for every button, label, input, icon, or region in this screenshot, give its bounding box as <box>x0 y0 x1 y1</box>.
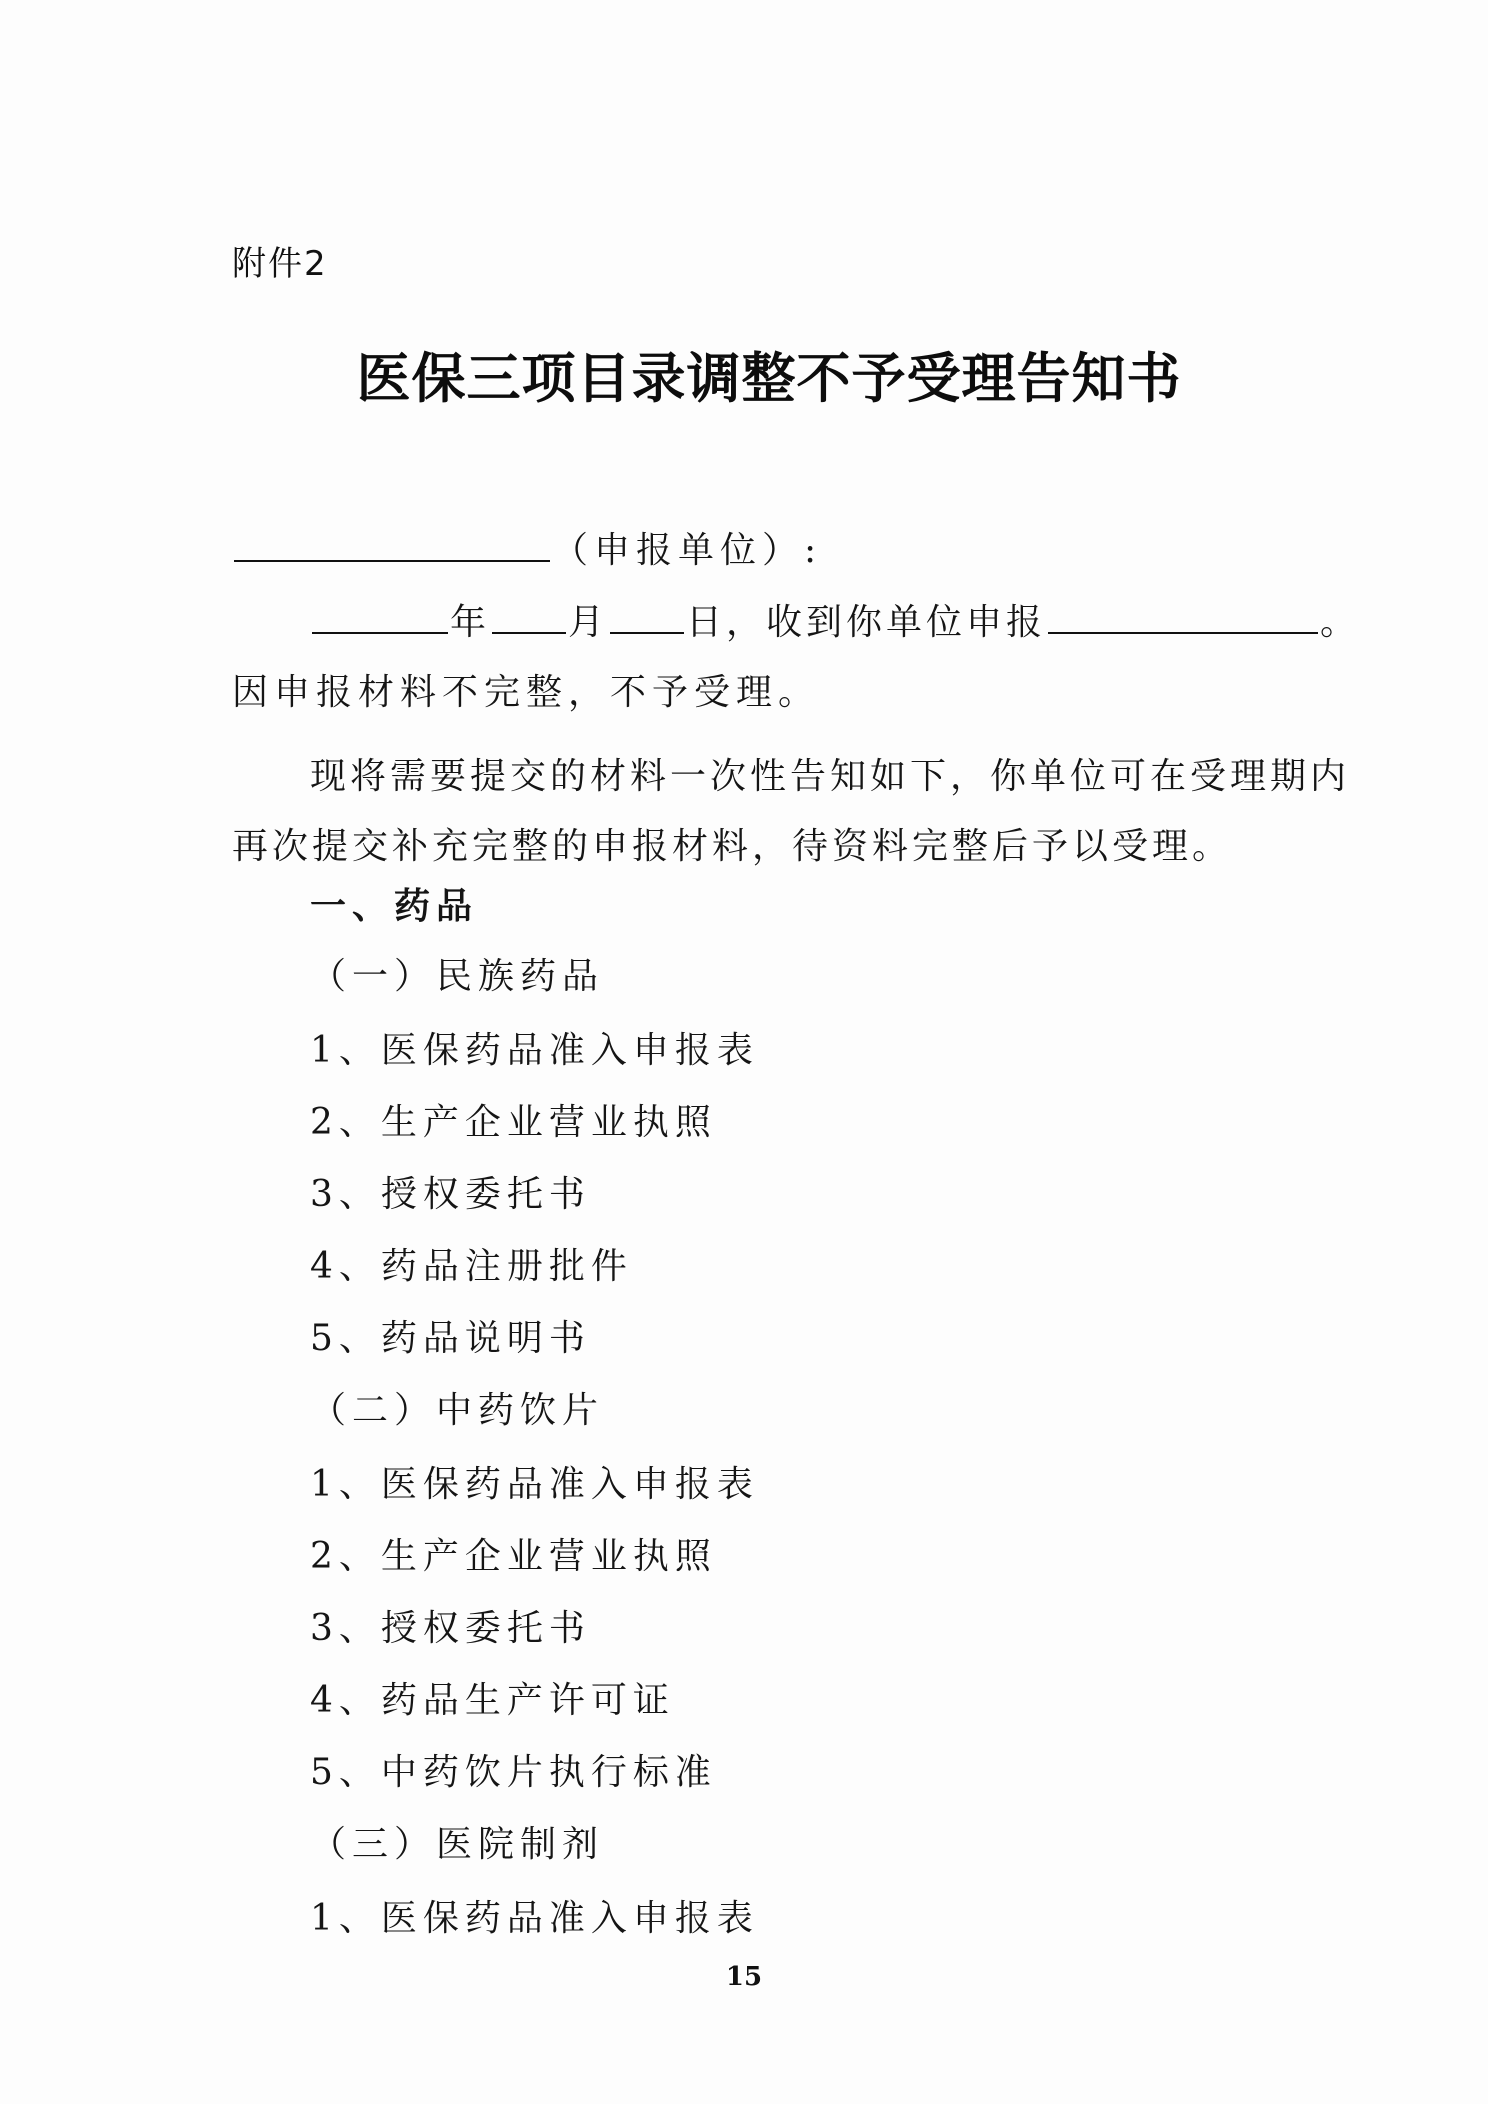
notice-line-1: 现将需要提交的材料一次性告知如下，你单位可在受理期内 <box>310 756 1351 797</box>
list-item: 3、授权委托书 <box>310 1608 591 1649</box>
addressee-line <box>232 522 822 573</box>
notice-line-2: 再次提交补充完整的申报材料，待资料完整后予以受理。 <box>232 826 1233 867</box>
day-blank[interactable] <box>610 602 684 634</box>
list-item: 4、药品生产许可证 <box>310 1680 675 1721</box>
page-number: 15 <box>725 1962 763 1992</box>
month-label: 月 <box>568 602 609 643</box>
applicant-unit-blank[interactable] <box>234 530 550 562</box>
subsection-heading-tcm-pieces: （二）中药饮片 <box>310 1390 605 1431</box>
subsection-heading-hospital-preparations: （三）医院制剂 <box>310 1824 605 1865</box>
day-label: 日，收到你单位申报 <box>686 602 1047 643</box>
date-line <box>310 594 1360 645</box>
section-heading-drugs: 一、药品 <box>310 886 479 927</box>
document-title: 医保三项目录调整不予受理告知书 <box>356 346 1182 410</box>
reason-text: 因申报材料不完整，不予受理。 <box>232 672 821 713</box>
list-item: 3、授权委托书 <box>310 1174 591 1215</box>
application-item-blank[interactable] <box>1048 602 1318 634</box>
attachment-label: 附件2 <box>232 244 328 284</box>
list-item: 5、药品说明书 <box>310 1318 591 1359</box>
year-blank[interactable] <box>312 602 448 634</box>
list-item: 2、生产企业营业执照 <box>310 1536 717 1577</box>
list-item: 1、医保药品准入申报表 <box>310 1030 759 1071</box>
month-blank[interactable] <box>492 602 566 634</box>
end-mark: 。 <box>1320 602 1361 643</box>
subsection-heading-ethnic-drugs: （一）民族药品 <box>310 956 605 997</box>
list-item: 5、中药饮片执行标准 <box>310 1752 717 1793</box>
addressee-suffix: （申报单位）: <box>552 530 823 571</box>
list-item: 1、医保药品准入申报表 <box>310 1464 759 1505</box>
list-item: 2、生产企业营业执照 <box>310 1102 717 1143</box>
list-item: 1、医保药品准入申报表 <box>310 1898 759 1939</box>
list-item: 4、药品注册批件 <box>310 1246 633 1287</box>
year-label: 年 <box>450 602 491 643</box>
